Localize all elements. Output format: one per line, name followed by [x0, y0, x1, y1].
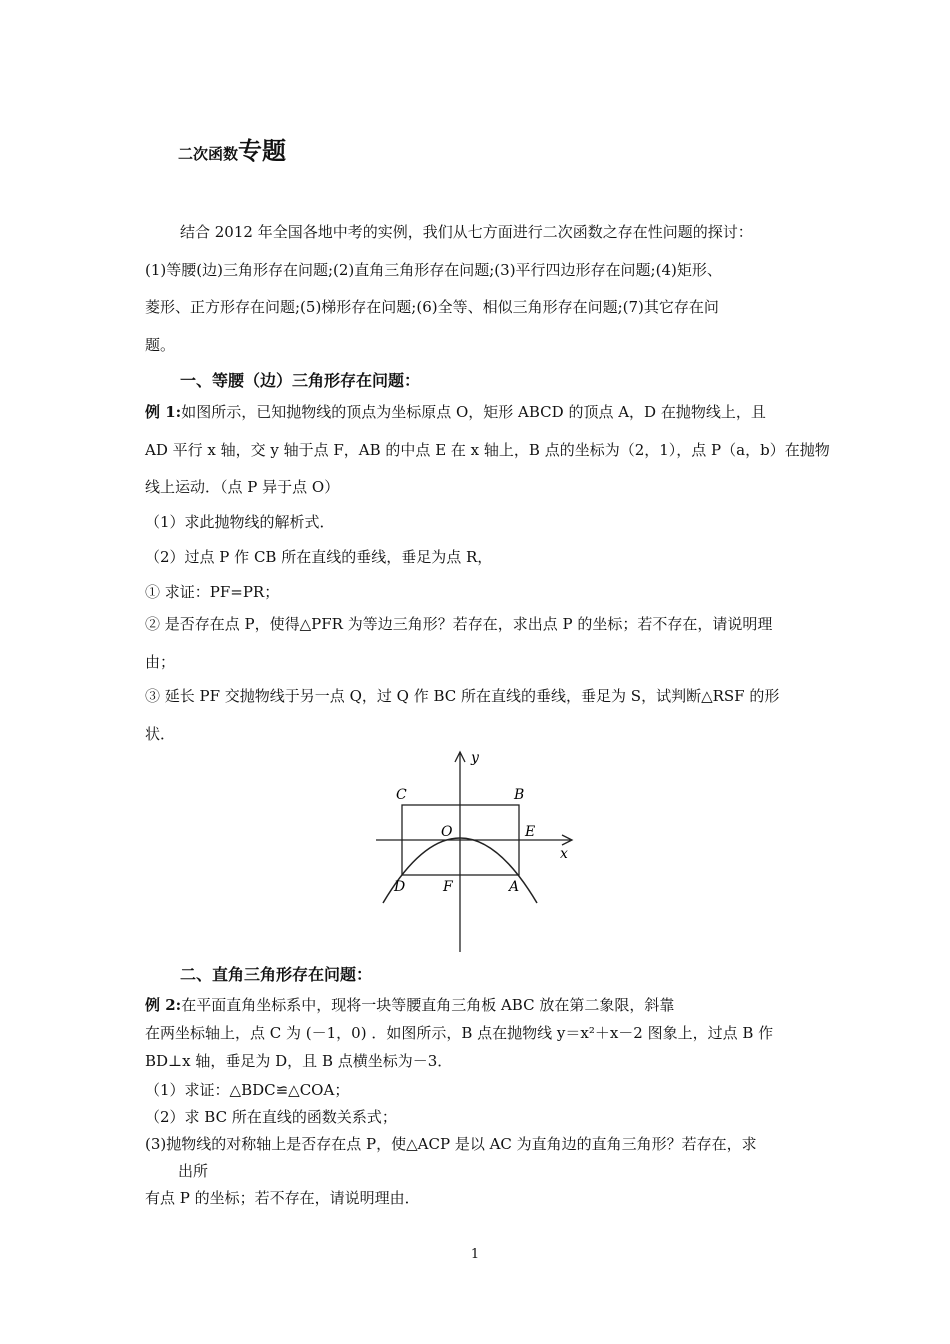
label-x: x [560, 846, 568, 862]
example1-line: AD 平行 x 轴，交 y 轴于点 F，AB 的中点 E 在 x 轴上，B 点的坐标为（2，1），点 P（a，b）在抛物 [145, 441, 830, 459]
example1-line [145, 402, 815, 422]
intro-line: 结合 2012 年全国各地中考的实例，我们从七方面进行二次函数之存在性问题的探讨： [180, 223, 753, 241]
example2-label: 例 2: [145, 996, 182, 1014]
document-title [178, 136, 286, 169]
intro-line: 题。 [145, 336, 176, 354]
example1-line: 状． [145, 725, 176, 743]
label-b: B [514, 787, 525, 803]
label-c: C [396, 787, 407, 803]
example2-line: （2）求 BC 所在直线的函数关系式； [145, 1108, 397, 1126]
example2-line: 出所 [178, 1162, 209, 1180]
example2-line: BD⊥x 轴，垂足为 D，且 B 点横坐标为－3． [145, 1052, 453, 1070]
example1-line: 由； [145, 653, 176, 671]
page-number: 1 [470, 1247, 480, 1262]
example2-line: （1）求证：△BDC≌△COA； [145, 1081, 350, 1099]
title-main: 专题 [238, 137, 287, 165]
example2-text: 在平面直角坐标系中，现将一块等腰直角三角板 ABC 放在第二象限，斜靠 [181, 996, 675, 1014]
example2-line: 在两坐标轴上，点 C 为 (－1，0) ．如图所示，B 点在抛物线 y＝x²＋x－2 图象上，过点 B 作 [145, 1024, 774, 1042]
section2-heading: 二、直角三角形存在问题： [180, 965, 373, 984]
label-f: F [443, 879, 453, 895]
example1-line: 线上运动．（点 P 异于点 O） [145, 478, 340, 496]
example1-line: （2）过点 P 作 CB 所在直线的垂线，垂足为点 R， [145, 548, 493, 566]
label-y: y [471, 750, 479, 766]
example1-text: 如图所示，已知抛物线的顶点为坐标原点 O，矩形 ABCD 的顶点 A，D 在抛物线上，且 [181, 403, 766, 421]
title-prefix: 二次函数 [178, 145, 239, 163]
section1-heading: 一、等腰（边）三角形存在问题： [180, 371, 421, 390]
example2-line: (3)抛物线的对称轴上是否存在点 P，使△ACP 是以 AC 为直角边的直角三角形？若存在，求 [145, 1135, 757, 1153]
parabola-rectangle-figure [370, 748, 585, 954]
example1-label: 例 1: [145, 403, 182, 421]
label-d: D [394, 879, 406, 895]
label-e: E [525, 824, 536, 840]
example2-line [145, 995, 815, 1015]
label-a: A [509, 879, 520, 895]
intro-line: (1)等腰(边)三角形存在问题;(2)直角三角形存在问题;(3)平行四边形存在问题;(4)矩形、 [145, 261, 722, 279]
example1-line: ③ 延长 PF 交抛物线于另一点 Q，过 Q 作 BC 所在直线的垂线，垂足为 S，试判断△RSF 的形 [145, 687, 780, 705]
example1-line: （1）求此抛物线的解析式． [145, 513, 335, 531]
label-o: O [441, 824, 453, 840]
example1-line: ① 求证：PF=PR； [145, 583, 280, 601]
example2-line: 有点 P 的坐标；若不存在，请说明理由． [145, 1189, 420, 1207]
intro-line: 菱形、正方形存在问题;(5)梯形存在问题;(6)全等、相似三角形存在问题;(7)其它存在问 [145, 298, 719, 316]
example1-line: ② 是否存在点 P，使得△PFR 为等边三角形？若存在，求出点 P 的坐标；若不存在，请说明理 [145, 615, 773, 633]
